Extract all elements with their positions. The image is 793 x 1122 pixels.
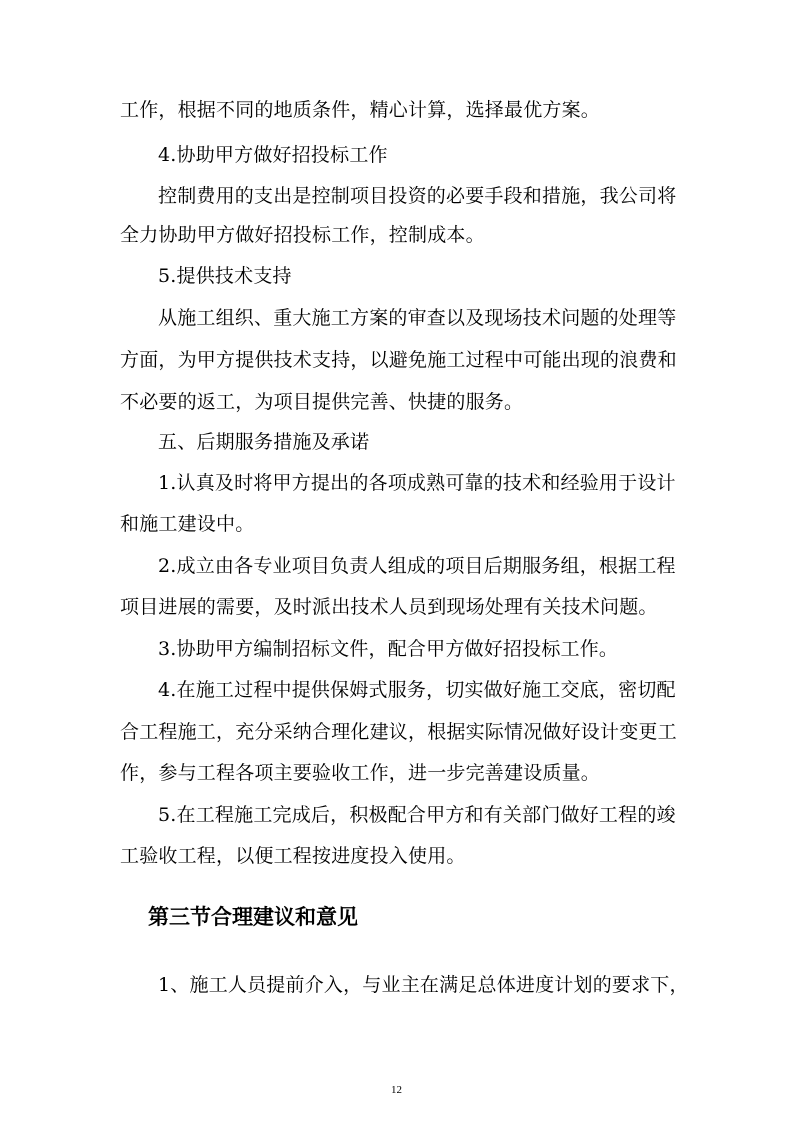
text-line: 五、后期服务措施及承诺 bbox=[158, 431, 370, 453]
text-line: 控制费用的支出是控制项目投资的必要手段和措施，我公司将 bbox=[158, 185, 677, 207]
text-line: 5.在工程施工完成后，积极配合甲方和有关部门做好工程的竣 bbox=[158, 804, 676, 826]
text-line: 方面，为甲方提供技术支持，以避免施工过程中可能出现的浪费和 bbox=[120, 349, 677, 371]
text-line: 作，参与工程各项主要验收工作，进一步完善建设质量。 bbox=[120, 762, 601, 784]
page-number: 12 bbox=[391, 1084, 402, 1096]
text-line: 合工程施工，充分采纳合理化建议，根据实际情况做好设计变更工 bbox=[120, 721, 677, 743]
text-line: 从施工组织、重大施工方案的审查以及现场技术问题的处理等 bbox=[158, 307, 677, 329]
text-line: 全力协助甲方做好招投标工作，控制成本。 bbox=[120, 224, 485, 246]
text-line: 项目进展的需要，及时派出技术人员到现场处理有关技术问题。 bbox=[120, 596, 658, 618]
text-line: 2.成立由各专业项目负责人组成的项目后期服务组，根据工程 bbox=[158, 555, 676, 577]
text-line: 工作，根据不同的地质条件，精心计算，选择最优方案。 bbox=[120, 99, 601, 121]
text-line: 工验收工程，以便工程按进度投入使用。 bbox=[120, 845, 466, 867]
text-line: 5.提供技术支持 bbox=[158, 265, 292, 287]
text-line: 4.在施工过程中提供保姆式服务，切实做好施工交底，密切配 bbox=[158, 679, 676, 701]
text-line: 不必要的返工，为项目提供完善、快捷的服务。 bbox=[120, 391, 524, 413]
text-line: 和施工建设中。 bbox=[120, 513, 255, 535]
text-line: 1.认真及时将甲方提出的各项成熟可靠的技术和经验用于设计 bbox=[158, 472, 676, 494]
text-line: 1、施工人员提前介入，与业主在满足总体进度计划的要求下， bbox=[158, 974, 689, 996]
text-line: 4.协助甲方做好招投标工作 bbox=[158, 144, 388, 166]
text-line: 3.协助甲方编制招标文件，配合甲方做好招投标工作。 bbox=[158, 638, 619, 660]
section-heading: 第三节合理建议和意见 bbox=[148, 905, 358, 929]
